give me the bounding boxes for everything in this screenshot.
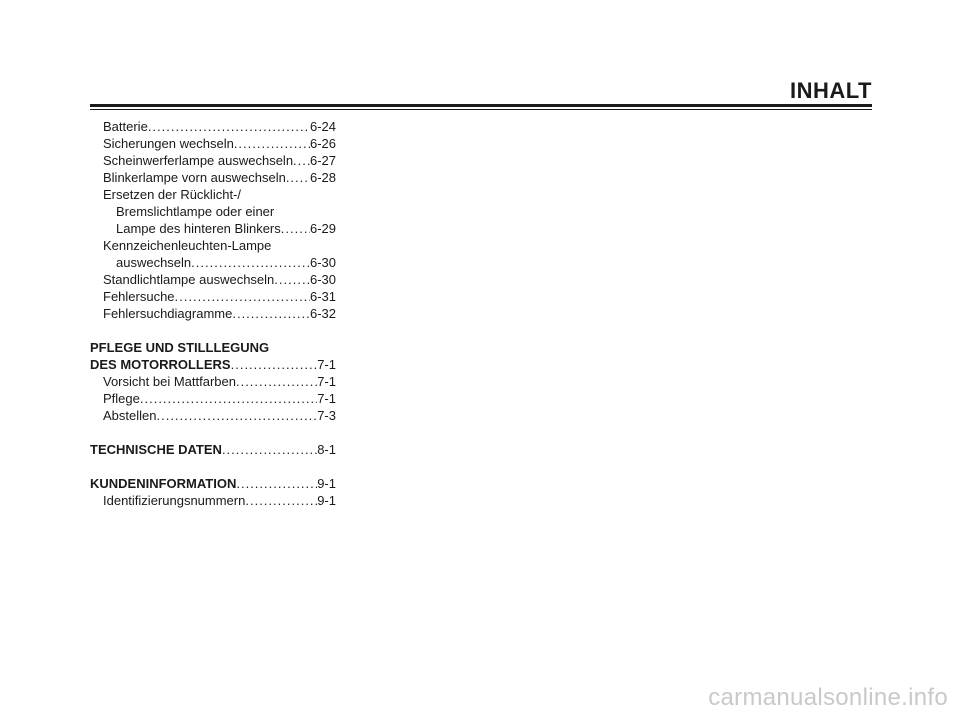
toc-leader (236, 373, 317, 390)
toc-page-number: 9-1 (317, 476, 336, 491)
section-gap (90, 322, 336, 339)
toc-entry-label: Fehlersuche (103, 289, 175, 304)
toc-entry-ruecklicht[interactable] (90, 186, 336, 237)
toc-entry-label: Vorsicht bei Mattfarben (103, 374, 236, 389)
toc-entry-label: Sicherungen wechseln (103, 136, 234, 151)
toc-entry-label: Scheinwerferlampe auswechseln (103, 153, 294, 168)
toc-entry-standlicht[interactable] (90, 271, 336, 288)
toc-entry-label: auswechseln (116, 255, 192, 270)
toc-entry-label: Lampe des hinteren Blinkers (116, 221, 281, 236)
toc-page-number: 8-1 (317, 442, 336, 457)
toc-entry-label: Bremslichtlampe oder einer (116, 204, 275, 219)
heading-rule (90, 104, 872, 107)
toc-leader (281, 220, 310, 237)
toc-entry-label: Fehlersuchdiagramme (103, 306, 233, 321)
toc-entry-label: Batterie (103, 119, 148, 134)
toc-entry-mattfarben[interactable] (90, 373, 336, 390)
toc-entry-kennzeichen[interactable] (90, 237, 336, 271)
toc-chapter-pflege[interactable] (90, 339, 336, 373)
toc-page-number: 6-32 (309, 306, 336, 321)
toc-page-number: 7-1 (317, 357, 336, 372)
toc-entry-line (90, 186, 336, 203)
toc-leader (245, 492, 317, 509)
toc-leader (293, 152, 310, 169)
section-gap (90, 424, 336, 441)
toc-leader (222, 441, 317, 458)
toc-leader (274, 271, 310, 288)
toc-chapter-label: TECHNISCHE DATEN (90, 442, 222, 457)
toc-chapter-technische-daten[interactable] (90, 441, 336, 458)
toc-entry-label: Ersetzen der Rücklicht-/ (103, 187, 241, 202)
toc-leader (234, 135, 310, 152)
toc-entry-label: Kennzeichenleuchten-Lampe (103, 238, 272, 253)
toc-entry-diagramme[interactable] (90, 305, 336, 322)
toc-chapter-label: KUNDENINFORMATION (90, 476, 237, 491)
toc-entry-abstellen[interactable] (90, 407, 336, 424)
toc-page-number: 6-29 (309, 221, 336, 236)
toc-entry-label: Abstellen (103, 408, 157, 423)
toc-page-number: 7-3 (317, 408, 336, 423)
toc-leader (236, 475, 317, 492)
page-title: INHALT (789, 78, 872, 103)
toc-entry-line (90, 339, 336, 356)
toc-entry-fehlersuche[interactable] (90, 288, 336, 305)
heading-rule-thin (90, 109, 872, 110)
toc-page-number: 6-31 (309, 289, 336, 304)
toc-leader (140, 390, 317, 407)
toc-chapter-kundeninformation[interactable] (90, 475, 336, 492)
toc-entry-label: Blinkerlampe vorn auswechseln (103, 170, 286, 185)
toc-entry-sicherungen[interactable] (90, 135, 336, 152)
toc-entry-batterie[interactable] (90, 118, 336, 135)
toc-entry-label: Pflege (103, 391, 140, 406)
toc-page-number: 7-1 (317, 374, 336, 389)
toc-page-number: 9-1 (317, 493, 336, 508)
toc-entry-blinker-vorn[interactable] (90, 169, 336, 186)
toc-leader (191, 254, 310, 271)
toc-chapter-label: PFLEGE UND STILLLEGUNG (90, 340, 270, 355)
toc-leader (231, 356, 318, 373)
toc-chapter-label: DES MOTORROLLERS (90, 357, 231, 372)
toc-leader (148, 118, 310, 135)
toc-entry-identifizierung[interactable] (90, 492, 336, 509)
toc-entry-label: Identifizierungsnummern (103, 493, 246, 508)
toc-entry-line (90, 237, 336, 254)
toc-page-number: 6-24 (309, 119, 336, 134)
toc-entry-scheinwerfer[interactable] (90, 152, 336, 169)
table-of-contents (90, 118, 336, 509)
section-gap (90, 458, 336, 475)
toc-page-number: 6-26 (309, 136, 336, 151)
watermark: carmanualsonline.info (708, 684, 948, 711)
toc-page-number: 6-30 (309, 272, 336, 287)
toc-leader (286, 169, 310, 186)
toc-page-number: 6-28 (309, 170, 336, 185)
toc-entry-pflege[interactable] (90, 390, 336, 407)
toc-leader (175, 288, 310, 305)
toc-entry-line (90, 254, 336, 271)
toc-leader (156, 407, 317, 424)
toc-page-number: 7-1 (317, 391, 336, 406)
toc-entry-line (90, 356, 336, 373)
toc-page-number: 6-27 (309, 153, 336, 168)
toc-entry-label: Standlichtlampe auswechseln (103, 272, 275, 287)
toc-page-number: 6-30 (309, 255, 336, 270)
toc-entry-line (90, 220, 336, 237)
toc-leader (232, 305, 310, 322)
toc-entry-line (90, 203, 336, 220)
